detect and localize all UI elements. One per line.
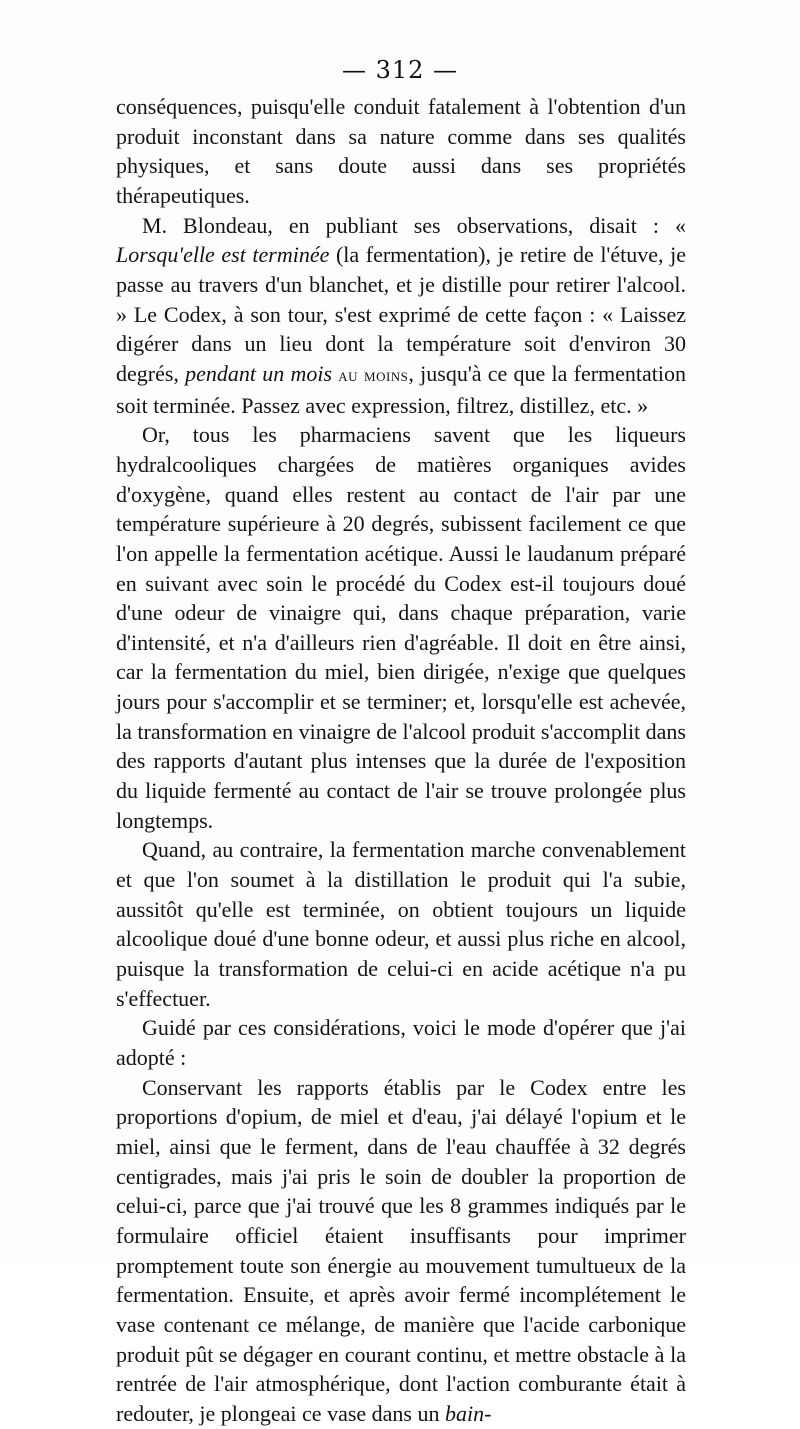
paragraph-5: Guidé par ces considérations, voici le mode d'opérer que j'ai adopté : (116, 1015, 686, 1070)
paragraph-2 (116, 211, 686, 421)
body-text (116, 92, 686, 1429)
paragraph-1: conséquences, puisqu'elle conduit fatalement à l'obtention d'un produit inconstant dans sa nature comme dans ses qualités physiques, et sans doute aussi dans ses propriétés thérapeutiques. (116, 94, 686, 208)
paragraph-2-italic-b: pendant un mois (185, 360, 333, 386)
page-number: — 312 — (341, 56, 459, 84)
paragraph-2-smallcaps: au moins (338, 364, 409, 386)
paragraph-6-italic: bain- (445, 1400, 492, 1426)
paragraph-2-text-b: (la fermentation), je retire de l'étuve, je passe au travers d'un blanchet, et je distille pour retirer l'alcool. » Le Codex, à son tour, s'est exprimé de cette façon : « Laissez digérer dans un lieu dont la température soit d'environ 30 degrés, (116, 242, 686, 386)
paragraph-2-text-c: , jusqu'à ce que la fermentation soit terminée. Passez avec expression, filtrez, distillez, etc. » (116, 360, 687, 418)
paragraph-4: Quand, au contraire, la fermentation marche convenablement et que l'on soumet à la distillation le produit qui l'a subie, aussitôt qu'elle est terminée, on obtient toujours un liquide alcoolique doué d'une bonne odeur, et aussi plus riche en alcool, puisque la transformation de celui-ci en acide acétique n'a pu s'effectuer. (116, 837, 686, 1011)
paragraph-3: Or, tous les pharmaciens savent que les liqueurs hydralcooliques chargées de matières organiques avides d'oxygène, quand elles restent au contact de l'air par une température supérieure à 20 degrés, subissent facilement ce que l'on appelle la fermentation acétique. Aussi le laudanum préparé en suivant avec soin le procédé du Codex est-il toujours doué d'une odeur de vinaigre qui, dans chaque préparation, varie d'intensité, et n'a d'ailleurs rien d'agréable. Il doit en être ainsi, car la fermentation du miel, bien dirigée, n'exige que quelques jours pour s'accomplir et se terminer; et, lorsqu'elle est achevée, la transformation en vinaigre de l'alcool produit s'accomplit dans des rapports d'autant plus intenses que la durée de l'exposition du liquide fermenté au contact de l'air se trouve prolongée plus longtemps. (116, 422, 686, 833)
paragraph-2-text-a: M. Blondeau, en publiant ses observations, disait : « (142, 212, 686, 238)
paragraph-2-italic-a: Lorsqu'elle est terminée (116, 242, 330, 268)
paragraph-6-text: Conservant les rapports établis par le Codex entre les proportions d'opium, de miel et d'eau, j'ai délayé l'opium et le miel, ainsi que le ferment, dans de l'eau chauffée à 32 degrés centigrades, mais j'ai pris le soin de doubler la proportion de celui-ci, parce que j'ai trouvé que les 8 grammes indiqués par le formulaire officiel étaient insuffisants pour imprimer promptement toute son énergie au mouvement tumultueux de la fermentation. Ensuite, et après avoir fermé incomplétement le vase contenant ce mélange, de manière que l'acide carbonique produit pût se dégager en courant continu, et mettre obstacle à la rentrée de l'air atmosphérique, dont l'action comburante était à redouter, je plongeai ce vase dans un (116, 1074, 686, 1426)
paragraph-6 (116, 1073, 686, 1429)
